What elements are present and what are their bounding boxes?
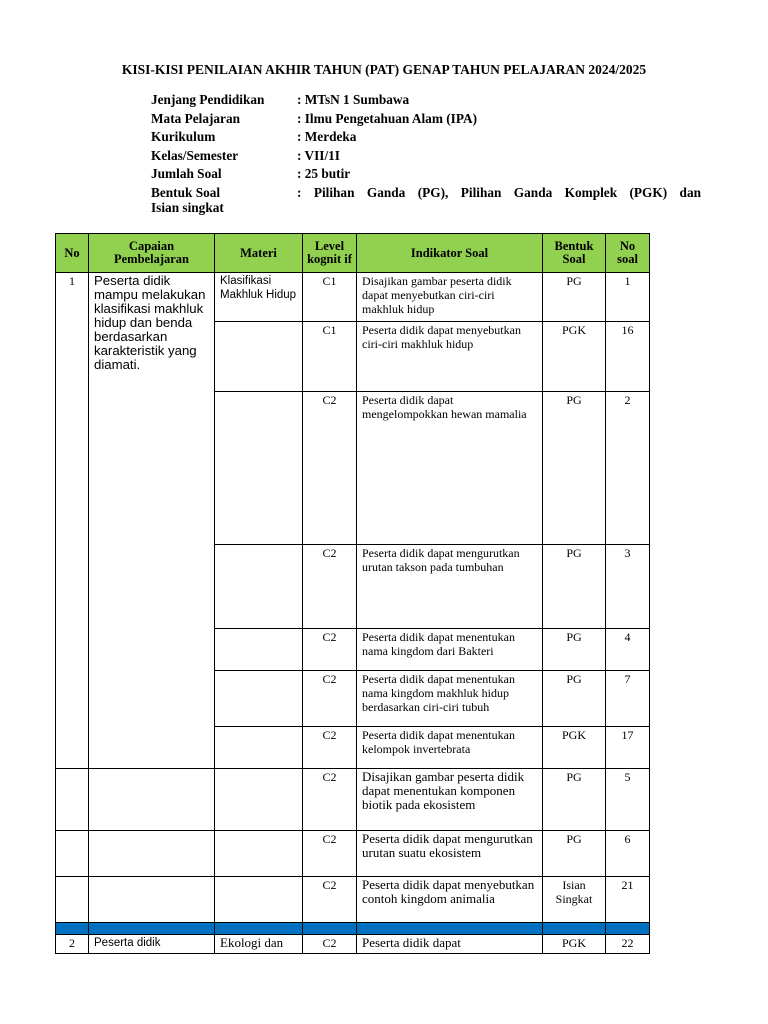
cell-level: C2 — [303, 727, 357, 769]
header-bentuk: Bentuk Soal — [543, 234, 606, 273]
meta-kurikulum — [151, 129, 701, 148]
cell-level: C2 — [303, 831, 357, 877]
separator-cell — [215, 923, 303, 935]
cell-no: 2 — [56, 935, 89, 954]
section-separator-row — [56, 923, 650, 935]
cell-nosoal: 2 — [606, 392, 650, 545]
cell-bentuk: PG — [543, 769, 606, 831]
cell-indikator: Peserta didik dapat mengurutkan urutan takson pada tumbuhan — [357, 545, 543, 629]
cell-bentuk: PGK — [543, 727, 606, 769]
meta-label: Jenjang Pendidikan — [151, 92, 265, 107]
cell-indikator: Peserta didik dapat menentukan nama kingdom dari Bakteri — [357, 629, 543, 671]
cell-level: C2 — [303, 671, 357, 727]
cell-materi-empty — [215, 671, 303, 727]
cell-no-empty — [56, 877, 89, 923]
meta-mapel — [151, 111, 701, 130]
cell-level: C2 — [303, 629, 357, 671]
table-row — [56, 831, 650, 877]
cell-bentuk: PGK — [543, 935, 606, 954]
cell-materi-empty — [215, 831, 303, 877]
header-materi: Materi — [215, 234, 303, 273]
separator-cell — [303, 923, 357, 935]
meta-label: Jumlah Soal — [151, 166, 222, 181]
cell-bentuk: PG — [543, 545, 606, 629]
meta-bentuk — [151, 185, 701, 219]
cell-nosoal: 6 — [606, 831, 650, 877]
table-row — [56, 769, 650, 831]
cell-nosoal: 4 — [606, 629, 650, 671]
cell-bentuk: PGK — [543, 322, 606, 392]
cell-bentuk: PG — [543, 671, 606, 727]
header-no: No — [56, 234, 89, 273]
cell-materi-empty — [215, 629, 303, 671]
cell-indikator: Peserta didik dapat mengelompokkan hewan mamalia — [357, 392, 543, 545]
cell-materi-empty — [215, 727, 303, 769]
cell-nosoal: 16 — [606, 322, 650, 392]
cell-indikator: Disajikan gambar peserta didik dapat menyebutkan ciri-ciri makhluk hidup — [357, 273, 543, 322]
meta-label: Mata Pelajaran — [151, 110, 240, 126]
meta-label: Bentuk Soal — [151, 184, 221, 200]
meta-value: : Ilmu Pengetahuan Alam (IPA) — [297, 110, 478, 126]
cell-nosoal: 7 — [606, 671, 650, 727]
cell-nosoal: 21 — [606, 877, 650, 923]
cell-materi: Klasifikasi Makhluk Hidup — [215, 273, 303, 322]
meta-label-continued: Isian singkat — [151, 199, 224, 215]
meta-jenjang — [151, 92, 701, 111]
cell-indikator: Peserta didik dapat menentukan nama kingdom makhluk hidup berdasarkan ciri-ciri tubuh — [357, 671, 543, 727]
meta-label: Kelas/Semester — [151, 147, 239, 163]
cell-no: 1 — [56, 273, 89, 769]
cell-bentuk: Isian Singkat — [543, 877, 606, 923]
meta-label: Kurikulum — [151, 129, 216, 144]
cell-level: C2 — [303, 769, 357, 831]
table-header-row — [56, 234, 650, 273]
meta-jumlah — [151, 166, 701, 185]
header-capaian: Capaian Pembelajaran — [89, 234, 215, 273]
cell-indikator: Peserta didik dapat menyebutkan contoh kingdom animalia — [357, 877, 543, 923]
cell-bentuk: PG — [543, 629, 606, 671]
cell-materi-empty — [215, 322, 303, 392]
cell-level: C2 — [303, 877, 357, 923]
cell-materi-empty — [215, 877, 303, 923]
separator-cell — [543, 923, 606, 935]
separator-cell — [357, 923, 543, 935]
document-metadata — [151, 92, 701, 219]
cell-capaian-empty — [89, 831, 215, 877]
cell-indikator: Peserta didik dapat — [357, 935, 543, 954]
separator-cell — [89, 923, 215, 935]
meta-value: : Pilihan Ganda (PG), Pilihan Ganda Komplek (PGK) dan — [297, 184, 701, 200]
cell-no-empty — [56, 769, 89, 831]
cell-indikator: Disajikan gambar peserta didik dapat menentukan komponen biotik pada ekosistem — [357, 769, 543, 831]
cell-nosoal: 3 — [606, 545, 650, 629]
meta-value: : 25 butir — [297, 166, 351, 181]
cell-level: C1 — [303, 273, 357, 322]
cell-level: C1 — [303, 322, 357, 392]
cell-level: C2 — [303, 545, 357, 629]
cell-bentuk: PG — [543, 273, 606, 322]
separator-cell — [56, 923, 89, 935]
meta-kelas — [151, 148, 701, 167]
cell-materi-empty — [215, 769, 303, 831]
cell-capaian-empty — [89, 877, 215, 923]
table-row — [56, 877, 650, 923]
cell-nosoal: 17 — [606, 727, 650, 769]
cell-indikator: Peserta didik dapat menyebutkan ciri-ciri makhluk hidup — [357, 322, 543, 392]
cell-indikator: Peserta didik dapat menentukan kelompok invertebrata — [357, 727, 543, 769]
cell-no-empty — [56, 831, 89, 877]
cell-capaian: Peserta didik — [89, 935, 215, 954]
cell-level: C2 — [303, 392, 357, 545]
meta-value: : MTsN 1 Sumbawa — [297, 92, 410, 107]
table-row — [56, 273, 650, 322]
cell-materi: Ekologi dan — [215, 935, 303, 954]
cell-indikator: Peserta didik dapat mengurutkan urutan suatu ekosistem — [357, 831, 543, 877]
cell-capaian-empty — [89, 769, 215, 831]
header-nosoal: No soal — [606, 234, 650, 273]
cell-bentuk: PG — [543, 831, 606, 877]
cell-bentuk: PG — [543, 392, 606, 545]
cell-capaian: Peserta didik mampu melakukan klasifikasi makhluk hidup dan benda berdasarkan karakteristik yang diamati. — [89, 273, 215, 769]
kisi-kisi-table — [55, 233, 650, 954]
separator-cell — [606, 923, 650, 935]
cell-nosoal: 22 — [606, 935, 650, 954]
meta-value: : VII/1I — [297, 147, 340, 163]
cell-materi-empty — [215, 392, 303, 545]
header-indikator: Indikator Soal — [357, 234, 543, 273]
header-level: Level kognit if — [303, 234, 357, 273]
document-title: KISI-KISI PENILAIAN AKHIR TAHUN (PAT) GENAP TAHUN PELAJARAN 2024/2025 — [121, 62, 647, 77]
cell-materi-empty — [215, 545, 303, 629]
cell-nosoal: 5 — [606, 769, 650, 831]
cell-nosoal: 1 — [606, 273, 650, 322]
table-row — [56, 935, 650, 954]
cell-level: C2 — [303, 935, 357, 954]
meta-value: : Merdeka — [297, 129, 357, 144]
